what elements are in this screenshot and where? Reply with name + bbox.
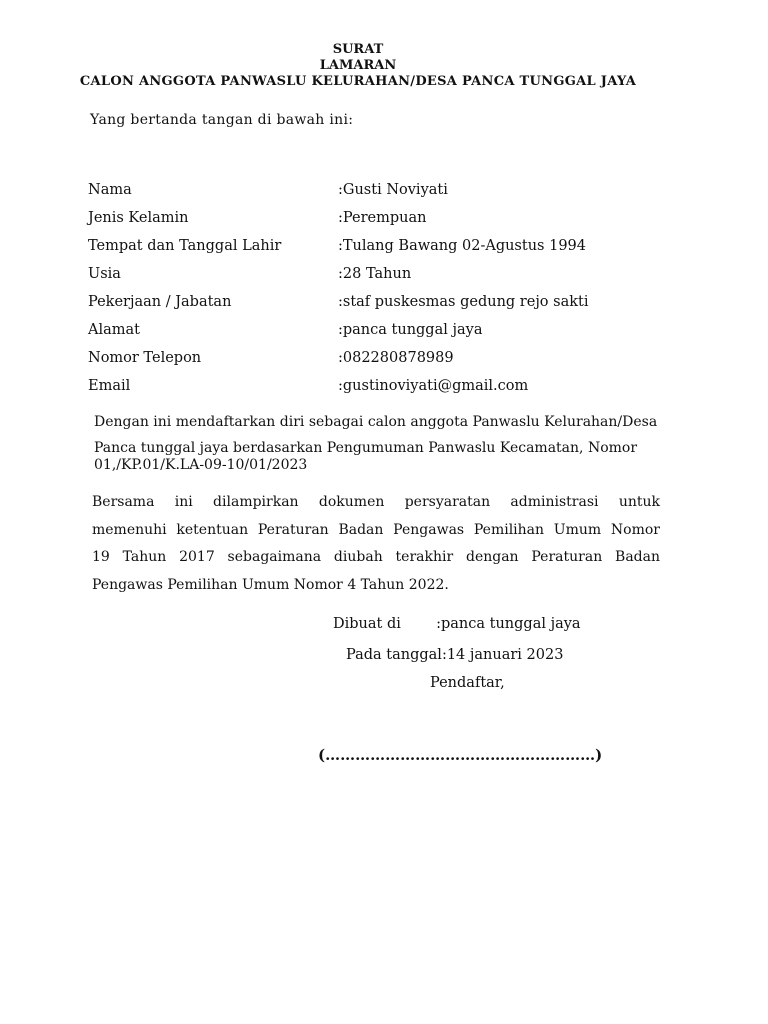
title-line-lamaran: LAMARAN <box>319 58 397 73</box>
field-value: :28 Tahun <box>338 266 412 282</box>
field-row-alamat <box>88 322 688 346</box>
registration-paragraph <box>94 414 714 474</box>
made-at-value: :panca tunggal jaya <box>436 616 581 632</box>
paragraph-line: Dengan ini mendaftarkan diri sebagai calon anggota Panwaslu Kelurahan/Desa <box>94 414 658 430</box>
field-row-usia <box>88 266 688 290</box>
field-label: Nomor Telepon <box>88 350 202 366</box>
paragraph-line: Panca tunggal jaya berdasarkan Pengumuman Panwaslu Kecamatan, Nomor <box>94 440 638 456</box>
field-row-email <box>88 378 688 402</box>
field-value: :Tulang Bawang 02-Agustus 1994 <box>338 238 586 254</box>
field-row-pekerjaan <box>88 294 688 318</box>
attachment-paragraph <box>92 489 660 599</box>
field-label: Usia <box>88 266 121 282</box>
date-value: 14 januari 2023 <box>446 647 564 663</box>
made-at-row <box>333 616 581 632</box>
field-value: :staf puskesmas gedung rejo sakti <box>338 294 589 310</box>
field-label: Nama <box>88 182 132 198</box>
made-at-label: Dibuat di <box>333 616 401 632</box>
field-row-nama <box>88 182 688 206</box>
date-label: Pada tanggal: <box>346 647 447 663</box>
field-row-nomor-telepon <box>88 350 688 374</box>
field-label: Tempat dan Tanggal Lahir <box>88 238 282 254</box>
field-label: Pekerjaan / Jabatan <box>88 294 232 310</box>
field-label: Alamat <box>88 322 140 338</box>
date-row <box>346 647 563 663</box>
paragraph-line: 01,/KP.01/K.LA-09-10/01/2023 <box>94 457 308 473</box>
field-value: :Gusti Noviyati <box>338 182 448 198</box>
letter-title <box>0 42 716 90</box>
paragraph-line: Bersama ini dilampirkan dokumen persyaratan administrasi untuk <box>92 494 660 510</box>
title-line-position: CALON ANGGOTA PANWASLU KELURAHAN/DESA PANCA TUNGGAL JAYA <box>79 74 637 89</box>
field-row-tempat-tanggal-lahir <box>88 238 688 262</box>
field-label: Jenis Kelamin <box>88 210 189 226</box>
field-value: :panca tunggal jaya <box>338 322 483 338</box>
title-line-surat: SURAT <box>332 42 384 57</box>
signature-line: (………………………………………………) <box>318 746 603 764</box>
field-value: :082280878989 <box>338 350 454 366</box>
field-label: Email <box>88 378 131 394</box>
field-value: :Perempuan <box>338 210 427 226</box>
paragraph-line: memenuhi ketentuan Peraturan Badan Pengawas Pemilihan Umum Nomor <box>92 521 660 538</box>
intro-text: Yang bertanda tangan di bawah ini: <box>90 112 354 128</box>
applicant-label: Pendaftar, <box>430 675 505 691</box>
field-value: :gustinoviyati@gmail.com <box>338 378 529 394</box>
paragraph-line: Pengawas Pemilihan Umum Nomor 4 Tahun 2022. <box>92 576 449 593</box>
field-row-jenis-kelamin <box>88 210 688 234</box>
paragraph-line: 19 Tahun 2017 sebagaimana diubah terakhir dengan Peraturan Badan <box>92 549 660 565</box>
